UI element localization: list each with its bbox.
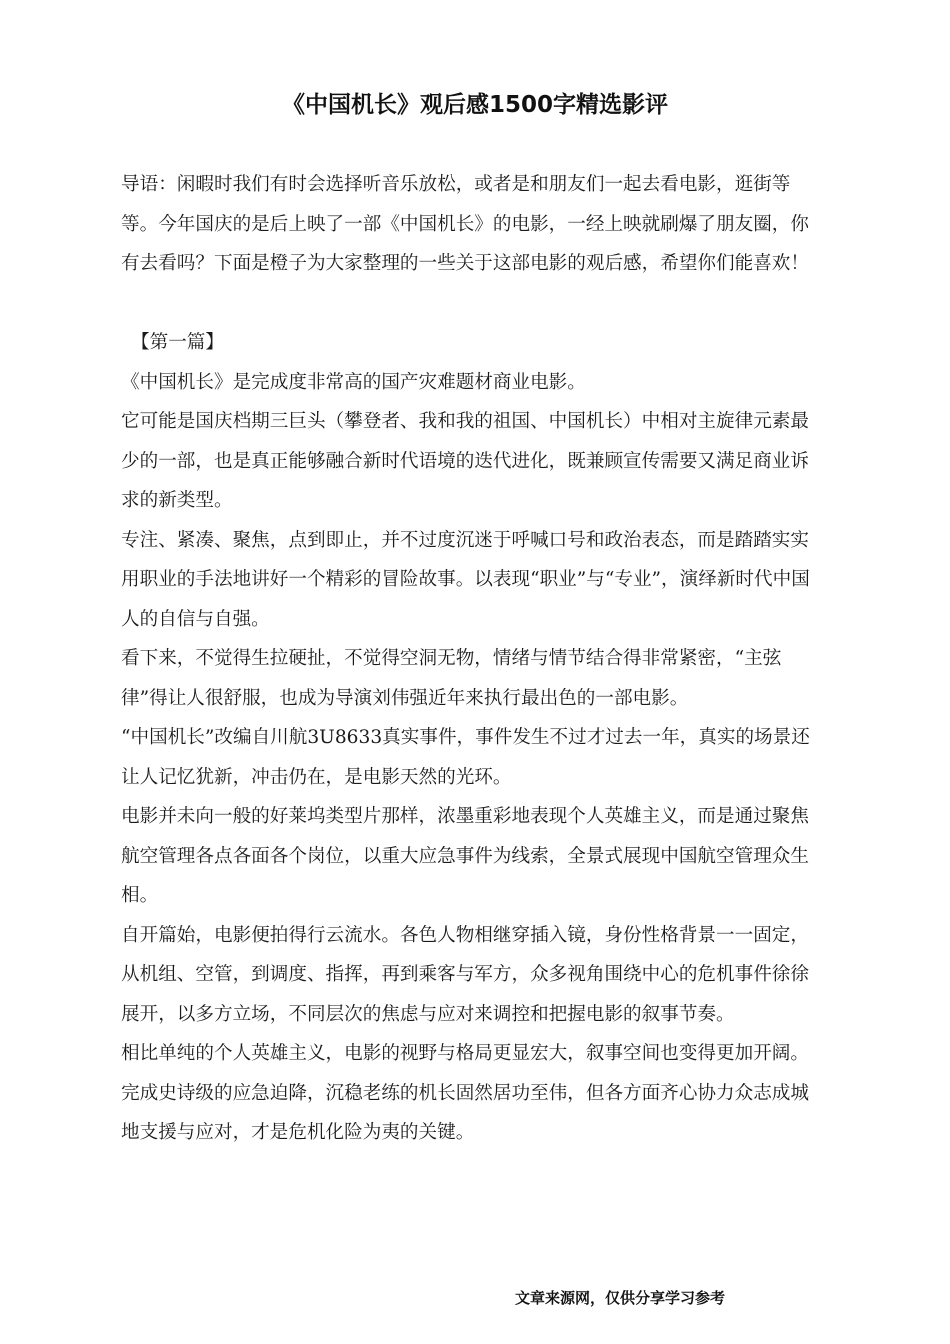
document-body [121,165,821,1153]
intro-paragraph: 导语：闲暇时我们有时会选择听音乐放松，或者是和朋友们一起去看电影，逛街等等。今年国庆的是后上映了一部《中国机长》的电影，一经上映就刷爆了朋友圈，你有去看吗？下面是橙子为大家整理的一些关于这部电影的观后感，希望你们能喜欢！ [121,174,809,274]
body-paragraph: 相比单纯的个人英雄主义，电影的视野与格局更显宏大，叙事空间也变得更加开阔。 [121,1043,809,1064]
body-paragraph: “中国机长”改编自川航3U8633真实事件，事件发生不过才过去一年，真实的场景还让人记忆犹新，冲击仍在，是电影天然的光环。 [121,727,810,788]
section-heading: 【第一篇】 [131,332,224,353]
document-title: 《中国机长》观后感1500字精选影评 [281,92,668,118]
body-paragraph: 自开篇始，电影便拍得行云流水。各色人物相继穿插入镜，身份性格背景一一固定，从机组、空管，到调度、指挥，再到乘客与军方，众多视角围绕中心的危机事件徐徐展开，以多方立场，不同层次的焦虑与应对来调控和把握电影的叙事节奏。 [121,924,809,1025]
source-footer: 文章来源网，仅供分享学习参考 [515,1289,726,1307]
body-paragraph: 电影并未向一般的好莱坞类型片那样，浓墨重彩地表现个人英雄主义，而是通过聚焦航空管理各点各面各个岗位，以重大应急事件为线索，全景式展现中国航空管理众生相。 [121,806,809,906]
body-paragraph: 《中国机长》是完成度非常高的国产灾难题材商业电影。 [121,371,586,393]
body-paragraph: 它可能是国庆档期三巨头（攀登者、我和我的祖国、中国机长）中相对主旋律元素最少的一部，也是真正能够融合新时代语境的迭代进化，既兼顾宣传需要又满足商业诉求的新类型。 [121,411,809,511]
body-paragraph: 专注、紧凑、聚焦，点到即止，并不过度沉迷于呼喊口号和政治表态，而是踏踏实实用职业的手法地讲好一个精彩的冒险故事。以表现“职业”与“专业”，演绎新时代中国人的自信与自强。 [121,529,810,630]
body-paragraph: 完成史诗级的应急迫降，沉稳老练的机长固然居功至伟，但各方面齐心协力众志成城地支援与应对，才是危机化险为夷的关键。 [121,1082,809,1143]
body-paragraph: 看下来，不觉得生拉硬扯，不觉得空洞无物，情绪与情节结合得非常紧密，“主弦律”得让人很舒服，也成为导演刘伟强近年来执行最出色的一部电影。 [121,648,782,709]
